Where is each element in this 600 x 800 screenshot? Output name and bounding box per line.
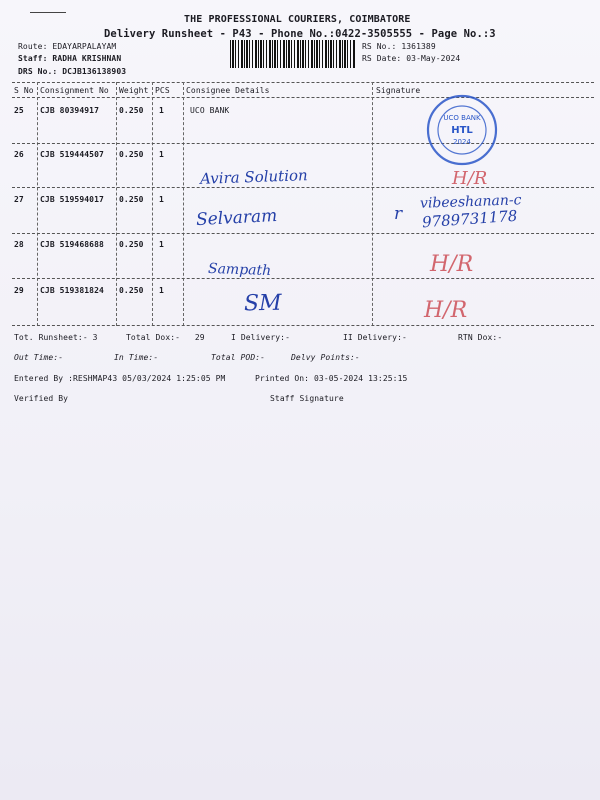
row-rule	[12, 187, 594, 188]
col-header-sno: S No	[14, 86, 34, 95]
row-consignment: CJB 519444507	[40, 150, 104, 159]
handwritten-initials: SM	[243, 290, 282, 317]
table-top-rule	[12, 82, 594, 83]
delivery-points: Delvy Points:-	[291, 353, 360, 362]
row-pcs: 1	[159, 240, 164, 249]
second-delivery: II Delivery:-	[343, 333, 407, 342]
staff-signature: Staff Signature	[270, 394, 344, 403]
row-weight: 0.250	[119, 286, 144, 295]
row-consignee: UCO BANK	[190, 106, 230, 115]
col-divider	[372, 82, 373, 326]
handwritten-hr-mark: H/R	[424, 298, 468, 323]
col-divider	[183, 82, 184, 326]
row-weight: 0.250	[119, 240, 144, 249]
handwritten-signature: vibeeshanan-c	[419, 192, 522, 212]
handwritten-mark: r	[394, 204, 403, 224]
col-header-consignee: Consignee Details	[186, 86, 270, 95]
row-pcs: 1	[159, 106, 164, 115]
row-pcs: 1	[159, 195, 164, 204]
printed-on: Printed On: 03-05-2024 13:25:15	[255, 374, 408, 383]
total-dox: Total Dox:- 29	[126, 333, 205, 342]
handwritten-phone: 9789731178	[421, 206, 518, 232]
runsheet-subtitle: Delivery Runsheet - P43 - Phone No.:0422-3505555 - Page No.:3	[104, 28, 496, 40]
route-label: Route: EDAYARPALAYAM	[18, 42, 117, 51]
row-weight: 0.250	[119, 106, 144, 115]
rs-number: RS No.: 1361389	[362, 42, 436, 51]
row-sno: 27	[14, 195, 24, 204]
handwritten-consignee: Avira Solution	[199, 166, 308, 188]
drs-number: DRS No.: DCJB136138903	[18, 67, 127, 76]
total-runsheet: Tot. Runsheet:- 3	[14, 333, 98, 342]
handwritten-consignee: Sampath	[207, 260, 272, 280]
stamp-text: HTL	[451, 125, 473, 136]
col-divider	[152, 82, 153, 326]
handwritten-hr-mark: H/R	[452, 168, 488, 189]
row-consignment: CJB 80394917	[40, 106, 99, 115]
rs-date: RS Date: 03-May-2024	[362, 54, 461, 63]
row-consignment: CJB 519594017	[40, 195, 104, 204]
stamp-text: 2024	[453, 138, 471, 146]
row-rule	[12, 143, 594, 144]
row-weight: 0.250	[119, 195, 144, 204]
col-header-consignment: Consignment No	[40, 86, 109, 95]
row-pcs: 1	[159, 286, 164, 295]
row-consignment: CJB 519468688	[40, 240, 104, 249]
table-header-rule	[12, 97, 594, 98]
col-header-signature: Signature	[376, 86, 421, 95]
row-rule	[12, 233, 594, 234]
company-title: THE PROFESSIONAL COURIERS, COIMBATORE	[184, 14, 411, 25]
handwritten-hr-mark: H/R	[430, 252, 474, 277]
corner-mark	[30, 12, 66, 13]
rtn-dox: RTN Dox:-	[458, 333, 503, 342]
entered-by: Entered By :RESHMAP43 05/03/2024 1:25:05 PM	[14, 374, 226, 383]
row-rule	[12, 278, 594, 279]
row-consignment: CJB 519381824	[40, 286, 104, 295]
bank-stamp	[424, 92, 500, 168]
stamp-text: UCO BANK	[443, 114, 481, 122]
barcode	[230, 40, 356, 68]
col-header-pcs: PCS	[155, 86, 170, 95]
col-divider	[116, 82, 117, 326]
row-sno: 26	[14, 150, 24, 159]
row-sno: 29	[14, 286, 24, 295]
total-pod: Total POD:-	[211, 353, 266, 362]
first-delivery: I Delivery:-	[231, 333, 290, 342]
row-pcs: 1	[159, 150, 164, 159]
out-time: Out Time:-	[14, 353, 64, 362]
row-sno: 25	[14, 106, 24, 115]
col-divider	[37, 82, 38, 326]
verified-by: Verified By	[14, 394, 69, 403]
table-bottom-rule	[12, 325, 594, 326]
handwritten-consignee: Selvaram	[195, 205, 278, 231]
row-weight: 0.250	[119, 150, 144, 159]
col-header-weight: Weight	[119, 86, 149, 95]
in-time: In Time:-	[114, 353, 159, 362]
row-sno: 28	[14, 240, 24, 249]
staff-label: Staff: RADHA KRISHNAN	[18, 54, 122, 63]
